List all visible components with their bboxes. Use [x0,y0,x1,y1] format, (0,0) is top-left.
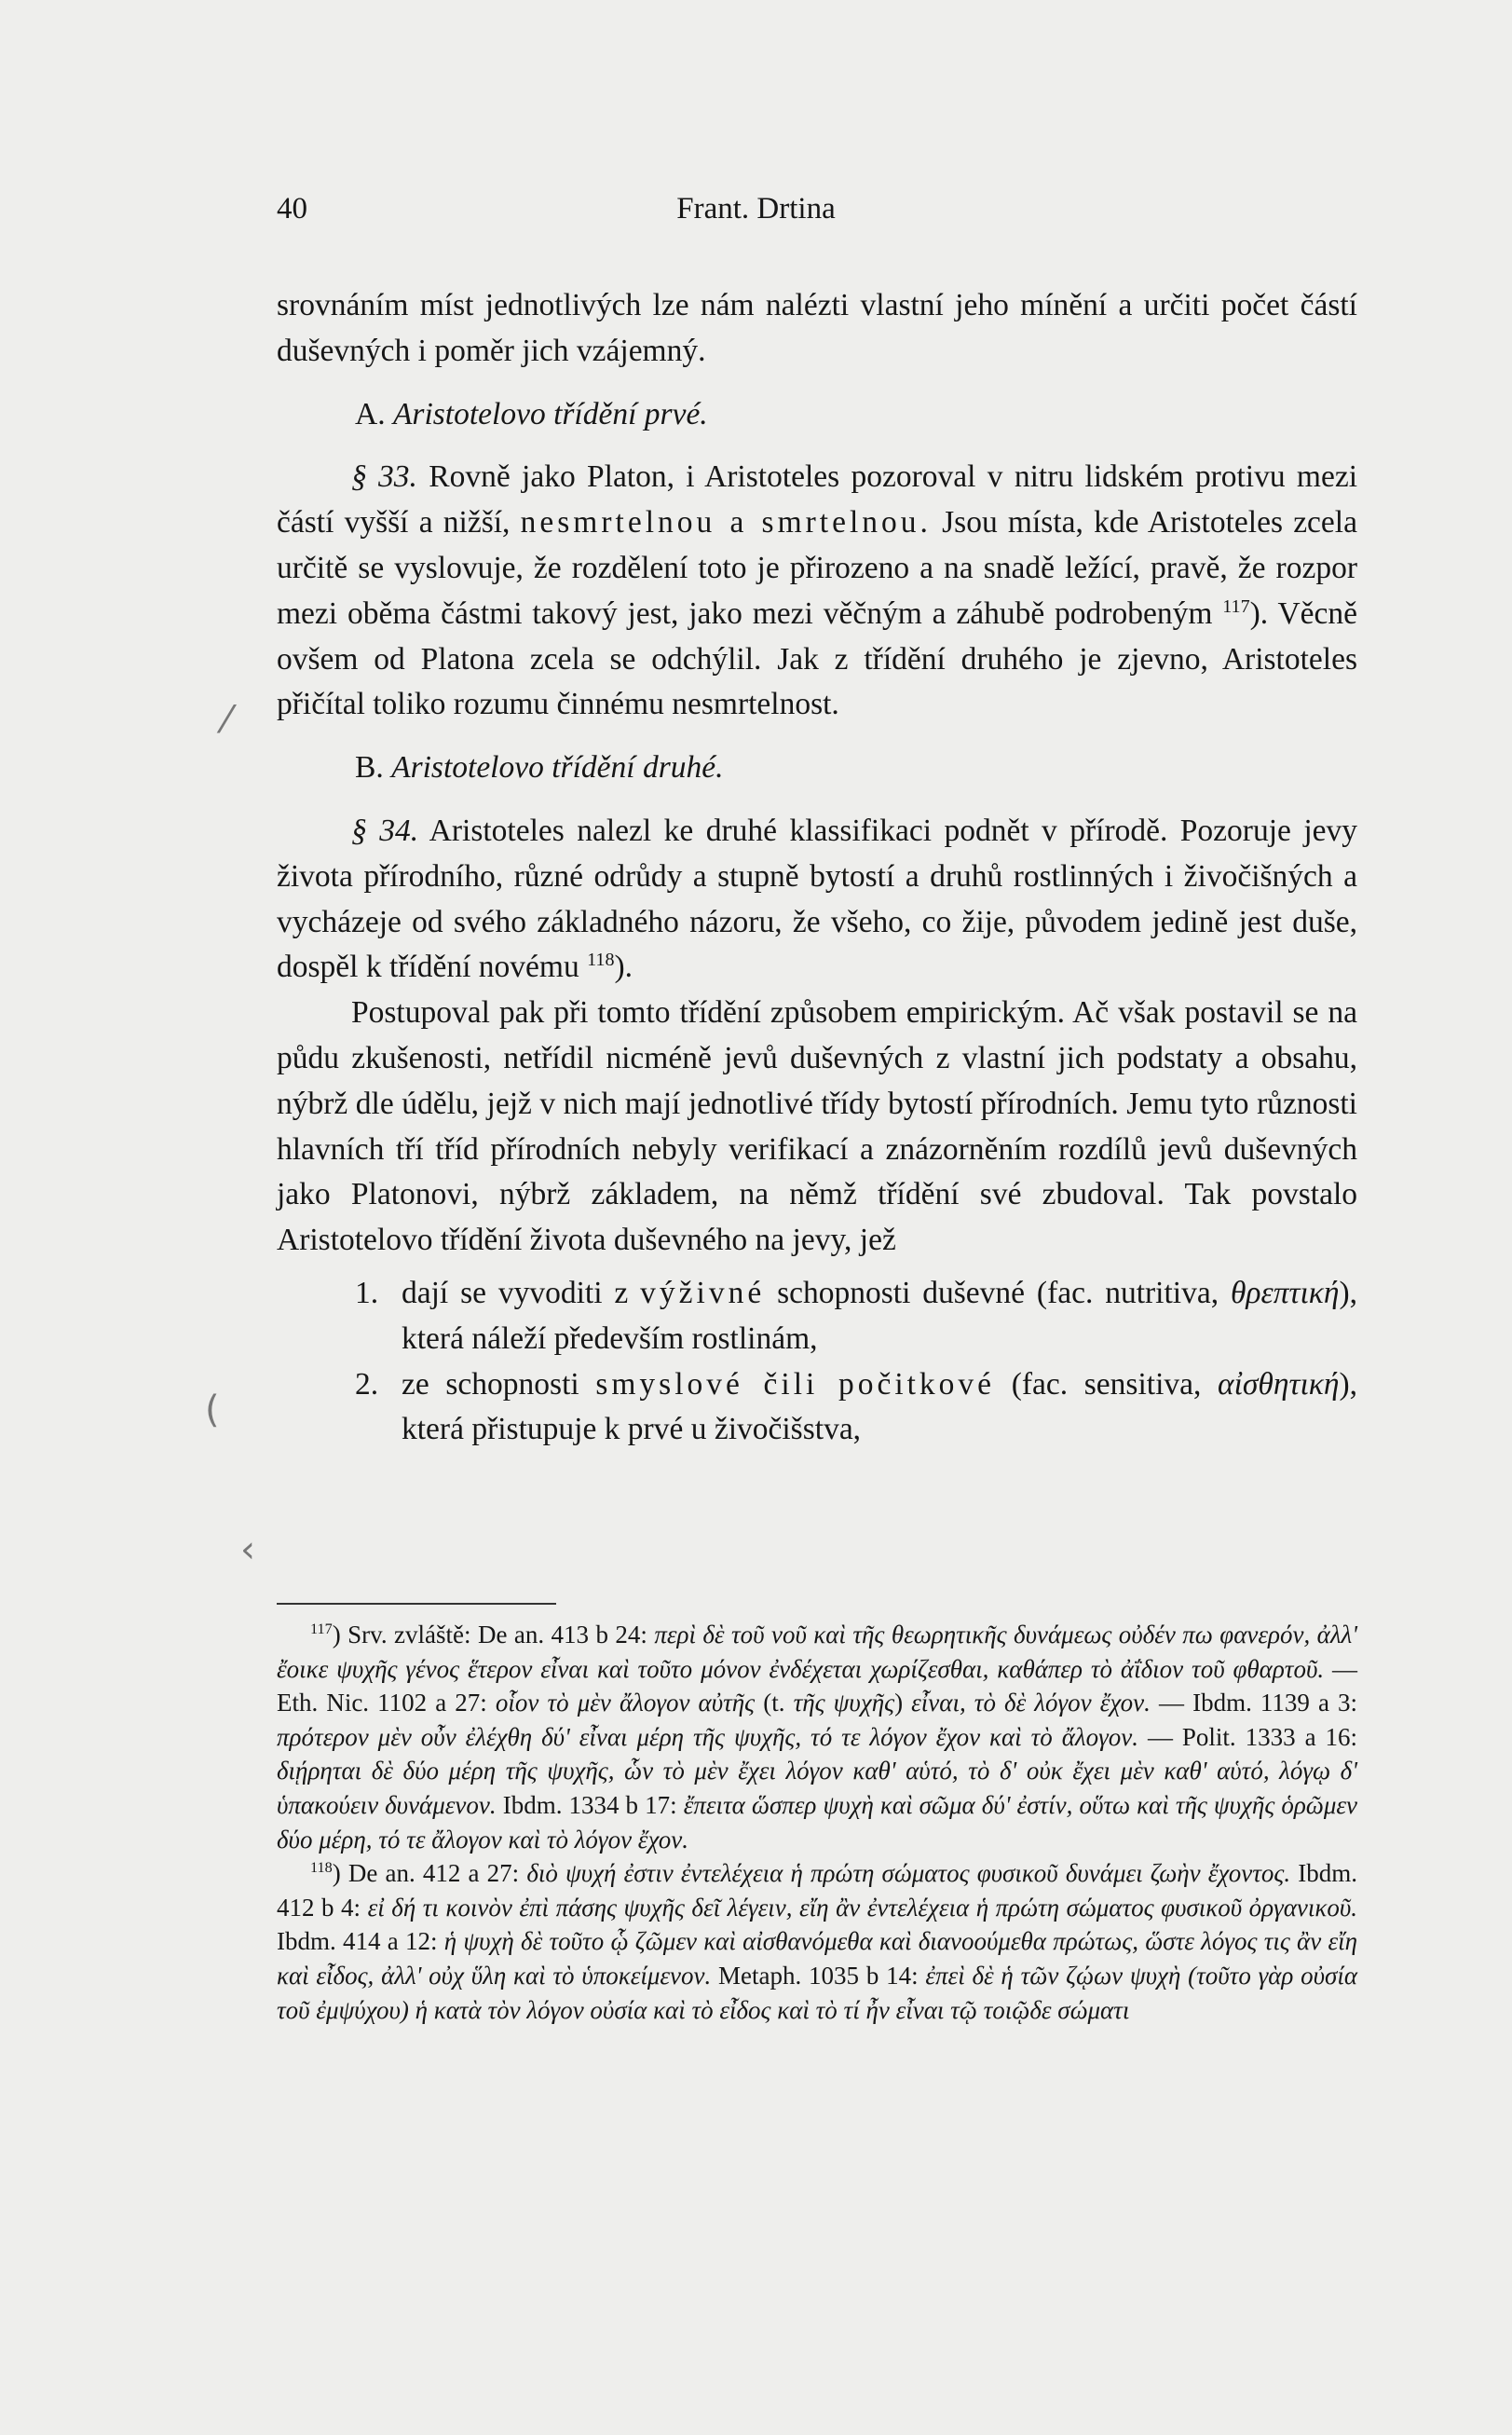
footnote-ref-118: 118 [587,950,615,971]
greek-term: αἰσθητική [1218,1366,1340,1402]
paragraph-33: § 33. Rovně jako Platon, i Aristoteles pozoroval v nitru lidském protivu mezi částí vyšší a nižší, nesmrtelnou a smrtelnou. Jsou místa, kde Aristoteles zcela určitě se vyslovuje, že rozdělení toto je přirozeno a na snadě ležící, pravě, že rozpor mezi oběma částmi takový jest, jako mezi věčným a záhubě podrobeným $^{117}$). Věcně ovšem od Platona zcela se odchýlil. Jak z třídění druhého je zjevno, Aristoteles přičítal toliko rozumu činnému nesmrtelnost. [277,459,1357,722]
paragraph-postupoval: Postupoval pak při tomto třídění způsobem empirickým. Ač však postavil se na půdu zkušenosti, netřídil nicméně jevů duševných z vlastní jich podstaty a obsahu, nýbrž dle údělu, jejž v nich mají jednotlivé třídy bytostí přírodních. Jemu tyto různosti hlavních tří tříd přírodních nebyly verifikací a znázorněním rozdílů jevů duševných jako Platonovi, nýbrž základem, na němž třídění své zbudoval. Tak povstalo Aristotelovo třídění života duševného na jevy, jež [277,995,1357,1258]
margin-pencil-mark: ⁄ [224,699,230,742]
subheading-b-letter: B. [355,750,384,786]
running-title: Frant. Drtina [676,192,836,226]
subheading-b-title: Aristotelovo třídění druhé. [391,750,724,786]
list-item: 2. ze schopnosti smyslové čili počitkové (fac. sensitiva, αἰσθητική), která přistupuje k prvé u živočišstva, [355,1366,1358,1447]
subheading-a-title: Aristotelovo třídění prvé. [392,396,708,431]
footnote-ref-117: 117 [1222,595,1250,617]
classification-list [277,1271,1357,1453]
paragraph-intro: srovnáním míst jednotlivých lze nám nalézti vlastní jeho mínění a určiti počet částí duševných i poměr jich vzájemný. [277,288,1357,368]
footnotes [277,1618,1357,2027]
margin-pencil-mark: ‹ [240,1528,255,1571]
page-number: 40 [277,192,307,226]
margin-pencil-mark: ( [205,1388,220,1431]
subheading-a [277,392,1357,438]
subheading-b [277,746,1357,791]
list-item: 1. dají se vyvoditi z výživné schopnosti duševné (fac. nutritiva, θρεπτική), která náleží především rostlinám, [355,1275,1358,1356]
body-text [277,283,1357,1453]
spaced-emphasis: nesmrtelnou a smrtelnou. [520,505,932,540]
subheading-a-letter: A. [355,396,386,431]
footnote-divider [277,1603,556,1605]
section-mark-33: § 33. [351,459,417,495]
section-mark-34: § 34. [351,813,419,848]
greek-term: θρεπτική [1230,1275,1340,1310]
paragraph-34: § 34. Aristoteles nalezl ke druhé klassifikaci podnět v přírodě. Pozoruje jevy života přírodního, různé odrůdy a stupně bytostí a druhů rostlinných i živočišných a vycházeje od svého základného názoru, že všeho, co žije, původem jedině jest duše, dospěl k třídění novému $^{118}$). [277,813,1358,985]
footnote-118: $^{118}$) De an. 412 a 27: διὸ ψυχή ἐστιν ἐντελέχεια ἡ πρώτη σώματος φυσικοῦ δυνάμει ζωὴν ἔχοντος. Ibdm. 412 b 4: εἰ δή τι κοινὸν ἐπὶ πάσης ψυχῆς δεῖ λέγειν, εἴη ἂν ἐντελέχεια ἡ πρώτη σώματος φυσικοῦ ὀργανικοῦ. Ibdm. 414 a 12: ἡ ψυχὴ δὲ τοῦτο ᾧ ζῶμεν καὶ αἰσθανόμεθα καὶ διανοούμεθα πρώτως, ὥστε λόγος τις ἂν εἴη καὶ εἶδος, ἀλλ' οὐχ ὕλη καὶ τὸ ὑποκείμενον. Metaph. 1035 b 14: ἐπεὶ δὲ ἡ τῶν ζῴων ψυχὴ (τοῦτο γὰρ οὐσία τοῦ ἐμψύχου) ἡ κατὰ τὸν λόγον οὐσία καὶ τὸ εἶδος καὶ τὸ τί ἦν εἶναι τῷ τοιῷδε σώματι [277,1859,1358,2024]
footnote-117: $^{117}$) Srv. zvláště: De an. 413 b 24: περὶ δὲ τοῦ νοῦ καὶ τῆς θεωρητικῆς δυνάμεως οὐδέν πω φανερόν, ἀλλ' ἔοικε ψυχῆς γένος ἕτερον εἶναι καὶ τοῦτο μόνον ἐνδέχεται χωρίζεσθαι, καθάπερ τὸ ἀΐδιον τοῦ φθαρτοῦ. — Eth. Nic. 1102 a 27: οἷον τὸ μὲν ἄλογον αὐτῆς (t. τῆς ψυχῆς) εἶναι, τὸ δὲ λόγον ἔχον. — Ibdm. 1139 a 3: πρότερον μὲν οὖν ἐλέχθη δύ' εἶναι μέρη τῆς ψυχῆς, τό τε λόγον ἔχον καὶ τὸ ἄλογον. — Polit. 1333 a 16: διῄρηται δὲ δύο μέρη τῆς ψυχῆς, ὧν τὸ μὲν ἔχει λόγον καθ' αὑτό, τὸ δ' οὐκ ἔχει μὲν καθ' αὑτό, λόγῳ δ' ὑπακούειν δυνάμενον. Ibdm. 1334 b 17: ἔπειτα ὥσπερ ψυχὴ καὶ σῶμα δύ' ἐστίν, οὕτω καὶ τῆς ψυχῆς ὁρῶμεν δύο μέρη, τό τε ἄλογον καὶ τὸ λόγον ἔχον. [277,1621,1358,1854]
